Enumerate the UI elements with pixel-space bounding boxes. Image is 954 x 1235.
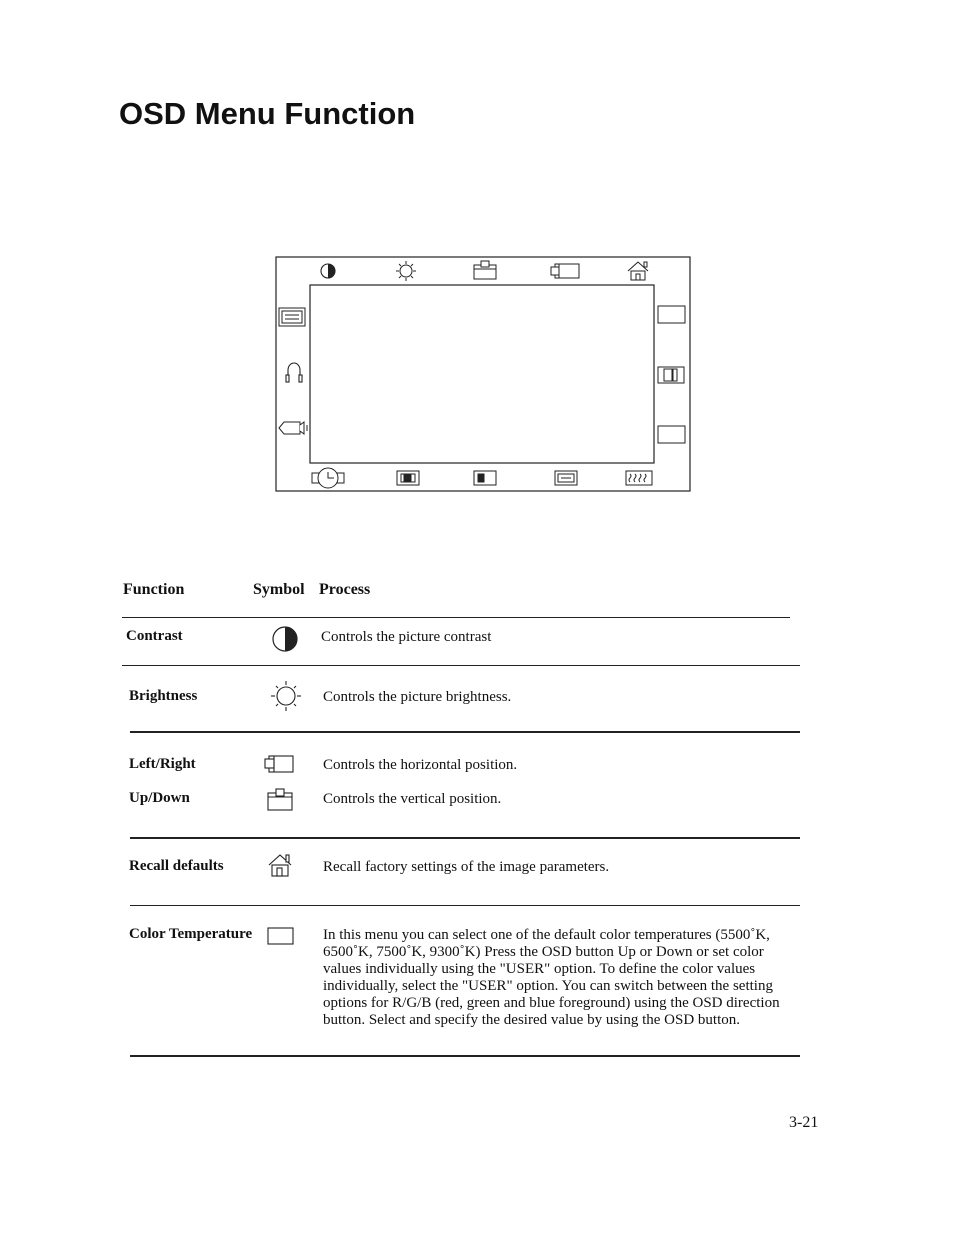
phase-icon: [474, 471, 496, 485]
row-divider: [130, 731, 800, 733]
process-recall-defaults: Recall factory settings of the image parameters.: [323, 859, 610, 875]
page-title: OSD Menu Function: [119, 96, 416, 131]
camera-icon: [279, 422, 307, 434]
vertical-position-icon: [267, 787, 295, 813]
color-temperature-icon: [267, 927, 295, 947]
process-up-down: Controls the vertical position.: [323, 791, 502, 807]
row-divider: [130, 837, 800, 839]
process-color-temperature: [323, 927, 798, 1029]
contrast-icon: [271, 625, 299, 653]
row-divider: [130, 905, 800, 906]
function-up-down: Up/Down: [129, 790, 190, 806]
function-color-temperature: Color Temperature: [129, 926, 253, 942]
language-icon: [658, 367, 684, 383]
brightness-icon: [396, 261, 416, 281]
process-left-right: Controls the horizontal position.: [323, 757, 518, 773]
page-number: 3-21: [789, 1114, 819, 1131]
header-process: Process: [319, 581, 371, 598]
display-mode-icon: [555, 471, 577, 485]
size-icon: [397, 471, 419, 485]
brightness-icon: [270, 680, 302, 712]
row-divider: [130, 1055, 800, 1057]
blank-box-icon: [658, 426, 685, 443]
process-line: button. Select and specify the desired value by using the OSD button.: [323, 1012, 741, 1028]
process-brightness: Controls the picture brightness.: [323, 689, 512, 705]
process-line: 6500˚K, 7500˚K, 9300˚K) Press the OSD button Up or Down or set color: [323, 944, 764, 960]
header-rule: [122, 617, 790, 618]
function-brightness: Brightness: [129, 688, 198, 704]
process-line: values individually using the "USER" option. To define the color values: [323, 961, 756, 977]
process-line: options for R/G/B (red, green and blue foreground) using the OSD direction: [323, 995, 780, 1011]
contrast-icon: [321, 264, 335, 278]
header-function: Function: [123, 581, 185, 598]
osd-menu-diagram: [274, 255, 694, 495]
keyboard-icon: [279, 308, 305, 326]
process-line: In this menu you can select one of the default color temperatures (5500˚K,: [323, 927, 770, 943]
function-left-right: Left/Right: [129, 756, 196, 772]
degauss-icon: [626, 471, 652, 485]
recall-defaults-icon: [267, 853, 295, 879]
process-contrast: Controls the picture contrast: [321, 629, 492, 645]
row-divider: [122, 665, 800, 666]
function-recall-defaults: Recall defaults: [129, 858, 224, 874]
header-symbol: Symbol: [253, 581, 305, 598]
horizontal-position-icon: [551, 264, 579, 278]
process-line: individually, select the "USER" option. You can switch between the setting: [323, 978, 773, 994]
horizontal-position-icon: [264, 754, 296, 776]
function-contrast: Contrast: [126, 628, 183, 644]
color-temperature-icon: [658, 306, 685, 323]
